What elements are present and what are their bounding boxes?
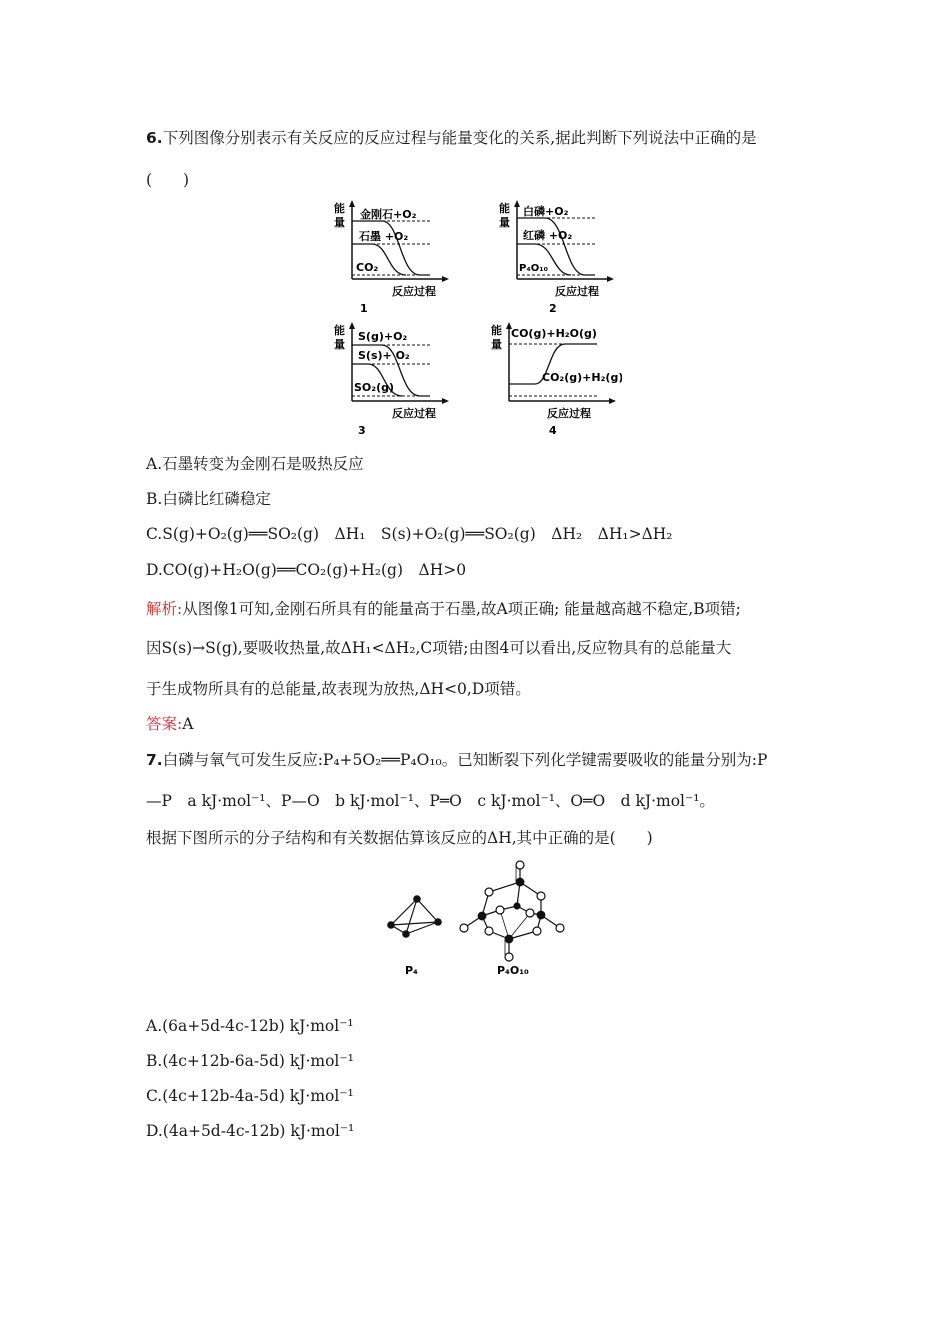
option-d: D.CO(g)+H₂O(g)══CO₂(g)+H₂(g) ΔH>0 bbox=[146, 561, 467, 579]
option-a: A.(6a+5d-4c-12b) kJ·mol⁻¹ bbox=[146, 1017, 354, 1035]
label-product: CO₂ bbox=[356, 261, 379, 274]
p4-label: P₄ bbox=[405, 964, 418, 977]
label-reactant-high: S(g)+O₂ bbox=[358, 330, 408, 343]
diagram-index: 3 bbox=[358, 424, 366, 437]
label-reactant-low: S(s)+ O₂ bbox=[358, 349, 410, 362]
option-c: C.(4c+12b-4a-5d) kJ·mol⁻¹ bbox=[146, 1087, 354, 1105]
analysis-line-1 bbox=[146, 599, 741, 619]
energy-diagram-3 bbox=[330, 320, 450, 442]
question-7-stem-2: —P a kJ·mol⁻¹、P—O b kJ·mol⁻¹、P═O c kJ·mol⁻¹、O═O d kJ·mol⁻¹。 bbox=[146, 792, 715, 810]
x-axis-label: 反应过程 bbox=[392, 285, 436, 298]
energy-diagram-4 bbox=[487, 320, 622, 442]
analysis-line-3: 于生成物所具有的总能量,故表现为放热,ΔH<0,D项错。 bbox=[146, 680, 531, 698]
answer-line bbox=[146, 714, 193, 734]
label-reactant-high: 金刚石+O₂ bbox=[360, 208, 417, 221]
x-axis-label: 反应过程 bbox=[555, 285, 599, 298]
answer-paren: ( ) bbox=[146, 171, 190, 189]
option-d: D.(4a+5d-4c-12b) kJ·mol⁻¹ bbox=[146, 1122, 355, 1140]
energy-diagram-2 bbox=[495, 198, 615, 320]
analysis-line-2: 因S(s)→S(g),要吸收热量,故ΔH₁<ΔH₂,C项错;由图4可以看出,反应物具有的总能量大 bbox=[146, 639, 732, 657]
label-product: P₄O₁₀ bbox=[519, 263, 548, 274]
question-number: 7. bbox=[146, 751, 163, 769]
option-b: B.(4c+12b-6a-5d) kJ·mol⁻¹ bbox=[146, 1052, 354, 1070]
label-product: CO₂(g)+H₂(g) bbox=[542, 371, 622, 384]
svg-text:能量: 能量 bbox=[334, 324, 345, 351]
analysis-label: 解析: bbox=[146, 600, 183, 618]
p4-molecule bbox=[387, 895, 442, 938]
x-axis-label: 反应过程 bbox=[392, 407, 436, 420]
analysis-text: 从图像1可知,金刚石所具有的能量高于石墨,故A项正确; 能量越高越不稳定,B项错; bbox=[182, 600, 741, 618]
question-7-stem-3: 根据下图所示的分子结构和有关数据估算该反应的ΔH,其中正确的是( ) bbox=[146, 829, 653, 847]
option-c: C.S(g)+O₂(g)══SO₂(g) ΔH₁ S(s)+O₂(g)══SO₂(g) ΔH₂ ΔH₁>ΔH₂ bbox=[146, 525, 673, 543]
question-text: 下列图像分别表示有关反应的反应过程与能量变化的关系,据此判断下列说法中正确的是 bbox=[162, 129, 757, 147]
label-reactant-high: 白磷+O₂ bbox=[523, 205, 569, 218]
p4o10-label: P₄O₁₀ bbox=[497, 964, 529, 977]
answer-label: 答案: bbox=[146, 715, 183, 733]
svg-text:能量: 能量 bbox=[491, 324, 502, 351]
label-reactant-low: 石墨 +O₂ bbox=[359, 230, 409, 243]
option-a: A.石墨转变为金刚石是吸热反应 bbox=[146, 455, 364, 473]
x-axis-label: 反应过程 bbox=[547, 407, 591, 420]
diagram-index: 1 bbox=[360, 302, 368, 315]
question-text: 白磷与氧气可发生反应:P₄+5O₂══P₄O₁₀。已知断裂下列化学键需要吸收的能量分别为:P bbox=[162, 751, 768, 769]
p4o10-molecule bbox=[460, 861, 564, 961]
svg-text:能量: 能量 bbox=[499, 202, 510, 229]
molecule-structures-figure bbox=[375, 855, 575, 984]
question-number: 6. bbox=[146, 129, 163, 147]
label-reactant: CO(g)+H₂O(g) bbox=[511, 327, 597, 340]
label-product: SO₂(g) bbox=[354, 381, 395, 394]
option-b: B.白磷比红磷稳定 bbox=[146, 490, 271, 508]
energy-diagram-1 bbox=[330, 198, 450, 320]
question-7-stem bbox=[146, 750, 767, 770]
diagram-index: 2 bbox=[549, 302, 557, 315]
label-reactant-low: 红磷 +O₂ bbox=[523, 229, 573, 242]
question-6-stem bbox=[146, 128, 757, 148]
diagram-index: 4 bbox=[549, 424, 557, 437]
answer-value: A bbox=[182, 715, 194, 733]
y-axis-label: 能量 bbox=[334, 202, 345, 229]
